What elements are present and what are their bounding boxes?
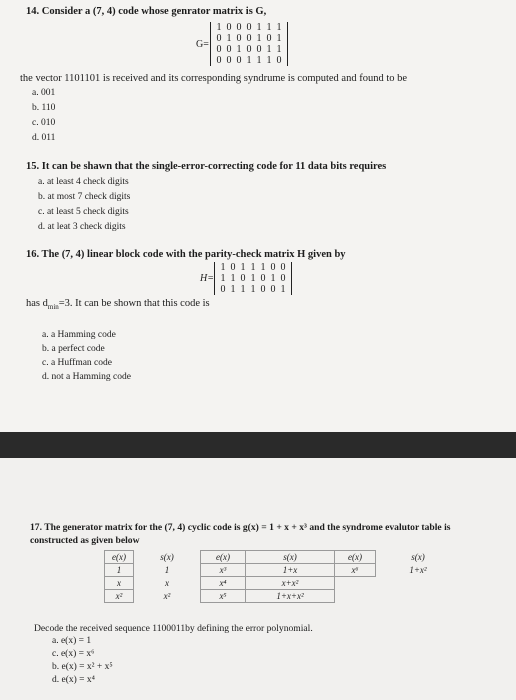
- matrix-g-entry: 1: [266, 55, 272, 66]
- matrix-g-entry: 1: [256, 22, 262, 33]
- matrix-g-entry: 1: [266, 22, 272, 33]
- matrix-h-row: [218, 262, 288, 273]
- matrix-h-entry: 0: [280, 273, 286, 284]
- matrix-g-entry: 0: [216, 44, 222, 55]
- table-cell: 1: [164, 565, 170, 575]
- table-cell: x: [165, 578, 169, 588]
- matrix-g-entry: 1: [266, 44, 272, 55]
- table-row: [105, 590, 461, 603]
- table-cell: [376, 577, 461, 590]
- q17-title-line2: constructed as given below: [30, 535, 140, 546]
- matrix-g-entry: 0: [256, 44, 262, 55]
- table-cell: x²: [105, 590, 134, 603]
- matrix-h-entry: 0: [260, 284, 266, 295]
- q15-option-c[interactable]: c. at least 5 check digits: [38, 207, 129, 217]
- matrix-h-row: [218, 273, 288, 284]
- matrix-g-row: [214, 22, 284, 33]
- matrix-g-entry: 1: [256, 33, 262, 44]
- matrix-g-row: [214, 55, 284, 66]
- q17-syndrome-table: [104, 550, 461, 603]
- q14-generator-matrix: [196, 22, 336, 70]
- matrix-h-entry: 1: [260, 262, 266, 273]
- q16-body-post: =3. It can be shown that this code is: [58, 298, 210, 309]
- page-gap: [0, 432, 516, 458]
- q14-option-c[interactable]: c. 010: [32, 118, 56, 128]
- matrix-h-entry: 0: [270, 284, 276, 295]
- q15-option-a[interactable]: a. at least 4 check digits: [38, 177, 129, 187]
- table-cell: 1+x²: [409, 565, 427, 575]
- q14-option-d[interactable]: d. 011: [32, 133, 56, 143]
- table-header: e(x): [105, 551, 134, 564]
- matrix-g-entry: 0: [216, 33, 222, 44]
- matrix-g-entry: 1: [236, 44, 242, 55]
- q17-option-a[interactable]: a. e(x) = 1: [52, 636, 92, 646]
- q15-option-d[interactable]: d. at leat 3 check digits: [38, 222, 126, 232]
- q17-option-b[interactable]: b. e(x) = x² + x⁵: [52, 662, 113, 672]
- matrix-h-entry: 1: [250, 273, 256, 284]
- matrix-h-entry: 1: [250, 262, 256, 273]
- matrix-g-entry: 0: [226, 22, 232, 33]
- matrix-g-entry: 0: [236, 22, 242, 33]
- table-header: s(x): [246, 551, 335, 564]
- table-header: s(x): [411, 552, 425, 562]
- table-header: e(x): [335, 551, 376, 564]
- table-cell: x: [105, 577, 134, 590]
- table-cell: 1+x+x²: [246, 590, 335, 603]
- q14-matrix-rows: [210, 22, 288, 66]
- table-cell: 1: [105, 564, 134, 577]
- matrix-h-entry: 0: [260, 273, 266, 284]
- table-cell: [335, 590, 376, 603]
- matrix-g-entry: 0: [266, 33, 272, 44]
- matrix-g-entry: 0: [236, 55, 242, 66]
- q14-option-a[interactable]: a. 001: [32, 88, 56, 98]
- matrix-h-row: [218, 284, 288, 295]
- q17-option-c[interactable]: c. e(x) = x⁶: [52, 649, 95, 659]
- table-cell: [376, 590, 461, 603]
- q16-option-b[interactable]: b. a perfect code: [42, 344, 105, 354]
- matrix-g-entry: 0: [216, 55, 222, 66]
- q14-title: 14. Consider a (7, 4) code whose genrator matrix is G,: [26, 6, 267, 17]
- table-cell: x⁶: [335, 564, 376, 577]
- matrix-g-entry: 1: [256, 55, 262, 66]
- q17-option-d[interactable]: d. e(x) = x⁴: [52, 675, 95, 685]
- table-cell: 1+x: [246, 564, 335, 577]
- matrix-h-entry: 1: [220, 262, 226, 273]
- q16-option-d[interactable]: d. not a Hamming code: [42, 372, 131, 382]
- q16-matrix-rows: [214, 262, 292, 295]
- matrix-g-row: [214, 33, 284, 44]
- matrix-h-entry: 1: [250, 284, 256, 295]
- matrix-h-entry: 1: [230, 273, 236, 284]
- matrix-g-entry: 1: [226, 33, 232, 44]
- q16-parity-check-matrix: [200, 262, 340, 298]
- matrix-g-entry: 1: [276, 44, 282, 55]
- matrix-h-entry: 1: [240, 262, 246, 273]
- q17-decode-text: Decode the received sequence 1100011by defining the error polynomial.: [34, 623, 313, 634]
- table-row: [105, 564, 461, 577]
- table-header-row: [105, 551, 461, 564]
- matrix-g-entry: 1: [276, 33, 282, 44]
- q16-option-c[interactable]: c. a Huffman code: [42, 358, 112, 368]
- q14-body: the vector 1101101 is received and its corresponding syndrume is computed and found to be: [20, 73, 408, 84]
- q16-body-sub: min: [47, 303, 59, 312]
- matrix-g-entry: 0: [226, 44, 232, 55]
- q14-matrix-label: G=: [196, 39, 209, 50]
- matrix-g-entry: 1: [216, 22, 222, 33]
- matrix-g-entry: 0: [246, 33, 252, 44]
- table-cell: x³: [201, 564, 246, 577]
- table-cell: x⁵: [201, 590, 246, 603]
- table-row: [105, 577, 461, 590]
- q15-title: 15. It can be shawn that the single-error-correcting code for 11 data bits requires: [26, 161, 387, 172]
- table-header: s(x): [160, 552, 174, 562]
- table-cell: x⁴: [201, 577, 246, 590]
- table-cell: [335, 577, 376, 590]
- q14-option-b[interactable]: b. 110: [32, 103, 56, 113]
- q16-matrix-label: H=: [200, 273, 214, 284]
- table-cell: x²: [163, 591, 171, 601]
- page-bottom: [0, 458, 516, 700]
- matrix-g-entry: 0: [236, 33, 242, 44]
- matrix-h-entry: 0: [270, 262, 276, 273]
- matrix-h-entry: 1: [240, 284, 246, 295]
- matrix-h-entry: 1: [270, 273, 276, 284]
- q16-title: 16. The (7, 4) linear block code with the parity-check matrix H given by: [26, 249, 346, 260]
- matrix-h-entry: 0: [230, 262, 236, 273]
- matrix-h-entry: 1: [220, 273, 226, 284]
- matrix-g-row: [214, 44, 284, 55]
- matrix-g-entry: 1: [246, 55, 252, 66]
- q16-body: [26, 298, 210, 311]
- q15-option-b[interactable]: b. at most 7 check digits: [38, 192, 131, 202]
- matrix-h-entry: 1: [280, 284, 286, 295]
- table-header: e(x): [201, 551, 246, 564]
- q16-option-a[interactable]: a. a Hamming code: [42, 330, 116, 340]
- matrix-h-entry: 0: [220, 284, 226, 295]
- table-cell: x+x²: [246, 577, 335, 590]
- q17-title-line1: 17. The generator matrix for the (7, 4) cyclic code is g(x) = 1 + x + x³ and the syndrome evalutor table is: [30, 522, 451, 533]
- matrix-g-entry: 0: [246, 44, 252, 55]
- matrix-h-entry: 0: [280, 262, 286, 273]
- matrix-g-entry: 0: [246, 22, 252, 33]
- matrix-g-entry: 0: [276, 55, 282, 66]
- matrix-g-entry: 0: [226, 55, 232, 66]
- matrix-g-entry: 1: [276, 22, 282, 33]
- matrix-h-entry: 0: [240, 273, 246, 284]
- matrix-h-entry: 1: [230, 284, 236, 295]
- q16-body-pre: has d: [26, 298, 48, 309]
